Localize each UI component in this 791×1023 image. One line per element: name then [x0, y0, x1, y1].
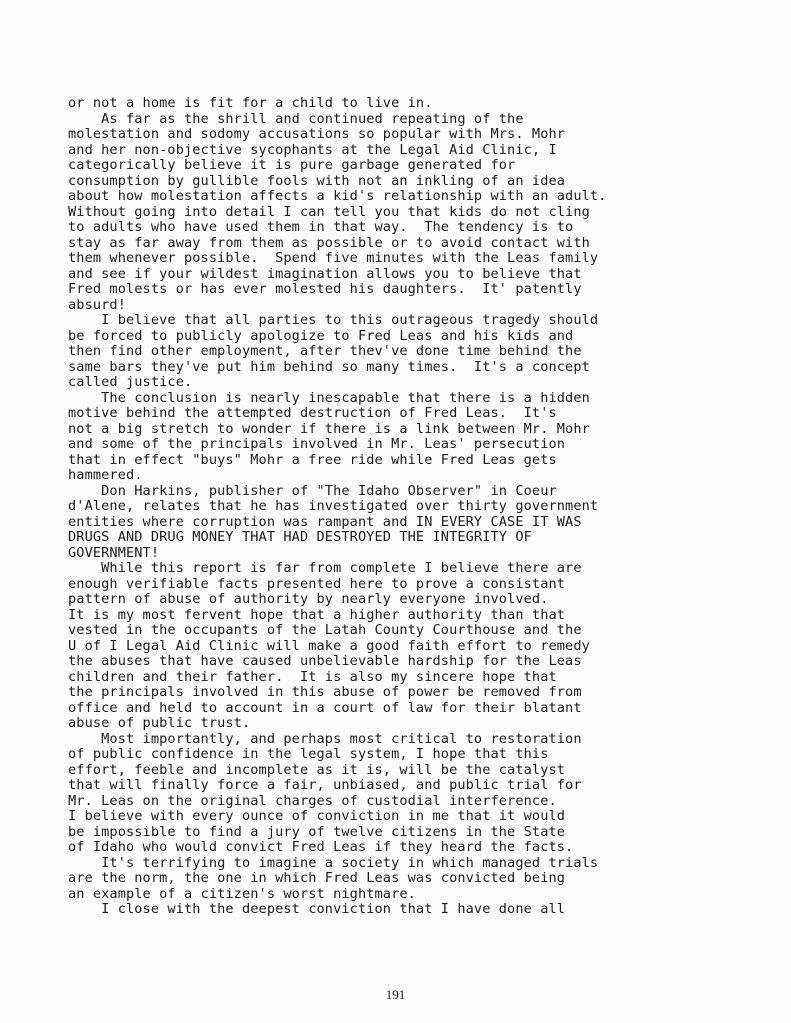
text-line: molestation and sodomy accusations so popular with Mrs. Mohr — [68, 126, 566, 142]
text-line: children and their father. It is also my sincere hope that — [68, 668, 557, 685]
text-line: about how molestation affects a kid's relationship with an adult. — [68, 188, 607, 204]
text-line: are the norm, the one in which Fred Leas was convicted being — [68, 870, 566, 886]
text-line: the principals involved in this abuse of power be removed from — [68, 684, 582, 700]
text-line: The conclusion is nearly inescapable that there is a hidden — [68, 389, 590, 406]
text-line: categorically believe it is pure garbage generated for — [68, 157, 516, 173]
text-line: motive behind the attempted destruction of Fred Leas. It's — [68, 405, 557, 421]
text-line: be impossible to find a jury of twelve citizens in the State — [68, 823, 566, 840]
text-line: It's terrifying to imagine a society in which managed trials — [68, 854, 599, 871]
text-line: DRUGS AND DRUG MONEY THAT HAD DESTROYED THE INTEGRITY OF — [68, 529, 532, 545]
text-line: of public confidence in the legal system, I hope that this — [68, 746, 549, 762]
text-line: and some of the principals involved in Mr. Leas' persecution — [68, 436, 566, 452]
text-line: hammered. — [68, 467, 143, 483]
page-number: 191 — [385, 987, 406, 1002]
text-line: pattern of abuse of authority by nearly everyone involved. — [68, 591, 549, 607]
text-line: Fred molests or has ever molested his daughters. It' patently — [68, 281, 582, 297]
text-line: GOVERNMENT! — [68, 544, 160, 561]
text-line: enough verifiable facts presented here to prove a consistant — [68, 575, 566, 592]
text-line: the abuses that have caused unbelievable hardship for the Leas — [68, 653, 582, 669]
text-line: effort, feeble and incomplete as it is, will be the catalyst — [68, 761, 566, 778]
text-line: and her non-objective sycophants at the Legal Aid Clinic, I — [68, 141, 557, 158]
text-line: office and held to account in a court of law for their blatant — [68, 699, 582, 716]
text-line: be forced to publicly apologize to Fred Leas and his kids and — [68, 327, 574, 344]
text-line: to adults who have used them in that way. The tendency is to — [68, 219, 574, 235]
text-line: U of I Legal Aid Clinic will make a good faith effort to remedy — [68, 637, 590, 654]
text-line: Mr. Leas on the original charges of custodial interference. — [68, 792, 557, 809]
text-line: an example of a citizen's worst nightmare. — [68, 885, 416, 902]
text-line: While this report is far from complete I believe there are — [68, 560, 582, 576]
text-line: I believe that all parties to this outrageous tragedy should — [68, 312, 599, 328]
text-line: I believe with every ounce of conviction in me that it would — [68, 808, 566, 824]
text-line: entities where corruption was rampant and IN EVERY CASE IT WAS — [68, 513, 582, 530]
text-line: called justice. — [68, 374, 193, 390]
text-line: them whenever possible. Spend five minutes with the Leas family — [68, 250, 599, 266]
text-line: vested in the occupants of the Latah County Courthouse and the — [68, 622, 582, 638]
text-line: or not a home is fit for a child to live in. — [68, 95, 433, 111]
text-line: abuse of public trust. — [68, 715, 251, 731]
text-line: same bars they've put him behind so many times. It's a concept — [68, 358, 590, 375]
text-line: As far as the shrill and continued repeating of the — [68, 110, 524, 127]
text-line: that in effect "buys" Mohr a free ride while Fred Leas gets — [68, 451, 557, 468]
text-line: Most importantly, and perhaps most critical to restoration — [68, 730, 582, 747]
text-line: then find other employment, after thev've done time behind the — [68, 343, 582, 359]
text-line: consumption by gullible fools with not an inkling of an idea — [68, 172, 566, 189]
text-line: I close with the deepest conviction that I have done all — [68, 901, 566, 917]
text-line: that will finally force a fair, unbiased, and public trial for — [68, 777, 582, 793]
text-line: stay as far away from them as possible or to avoid contact with — [68, 234, 590, 251]
text-line: not a big stretch to wonder if there is a link between Mr. Mohr — [68, 420, 590, 437]
text-line: Without going into detail I can tell you that kids do not cling — [68, 203, 590, 220]
body-text — [68, 96, 768, 918]
text-line: Don Harkins, publisher of "The Idaho Observer" in Coeur — [68, 482, 557, 499]
text-line: and see if your wildest imagination allows you to believe that — [68, 265, 582, 282]
text-line: It is my most fervent hope that a higher authority than that — [68, 606, 566, 623]
text-line: d'Alene, relates that he has investigated over thirty government — [68, 498, 599, 514]
text-line: absurd! — [68, 296, 126, 313]
text-line: of Idaho who would convict Fred Leas if they heard the facts. — [68, 839, 574, 855]
